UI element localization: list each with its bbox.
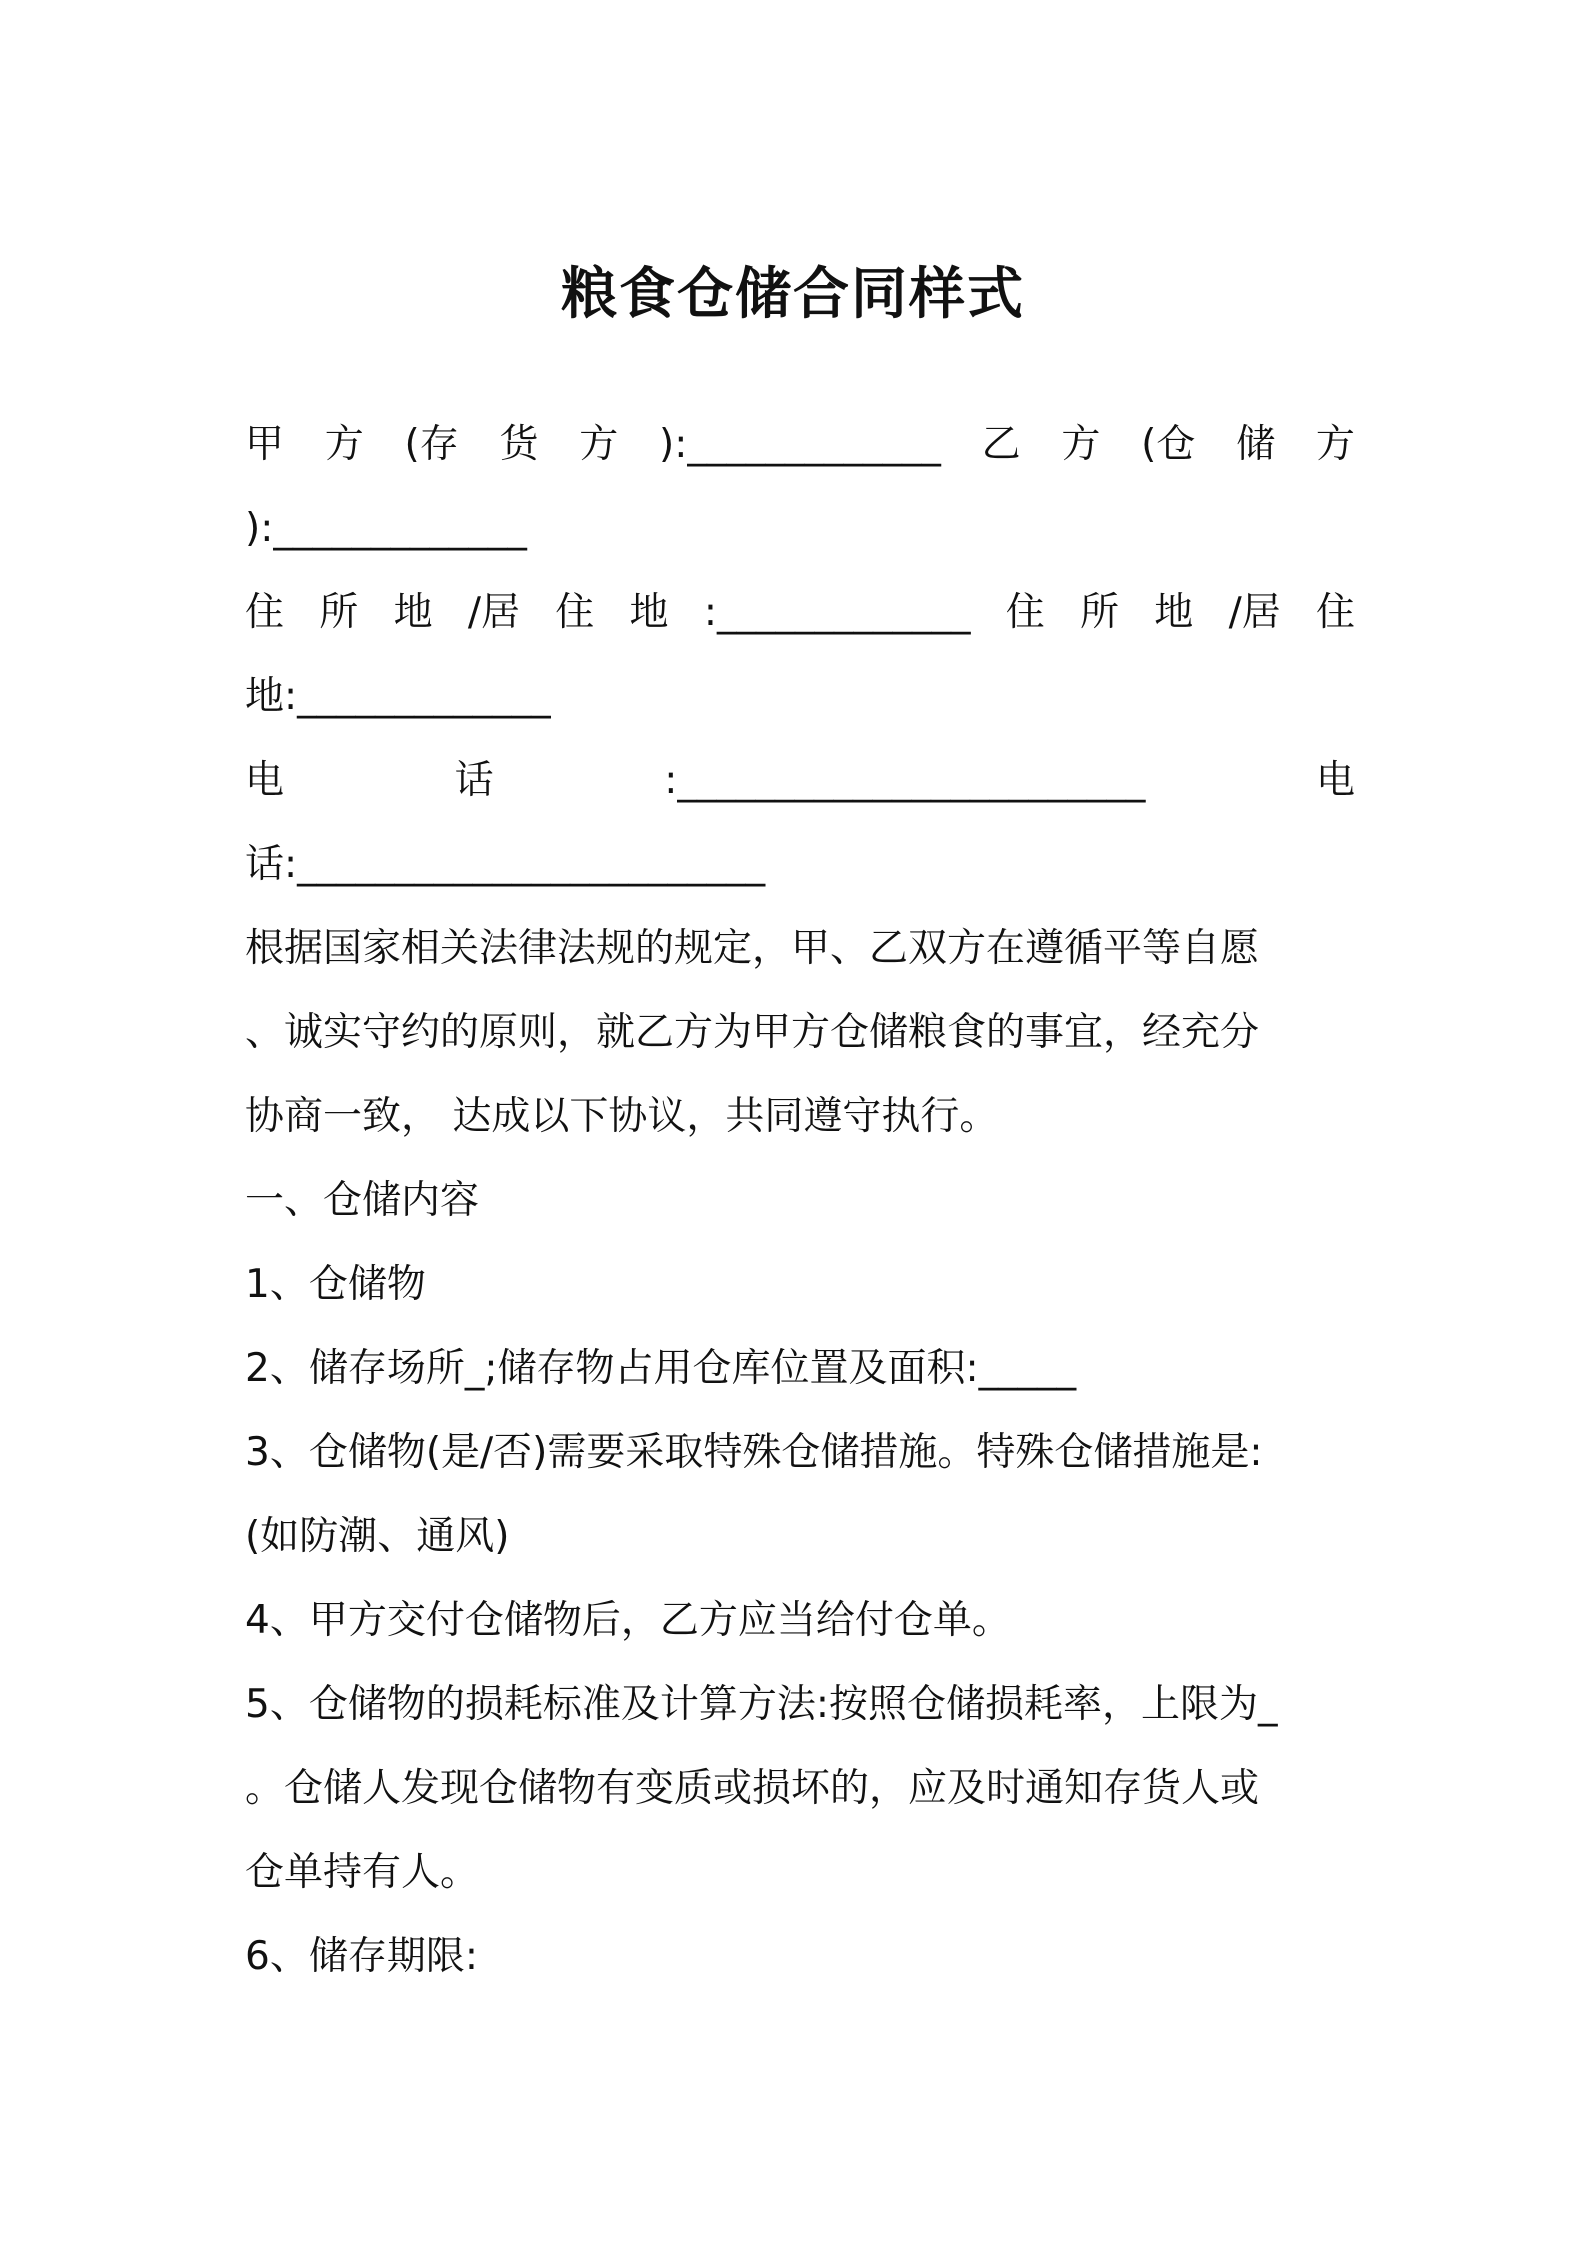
clause-line: 仓单持有人。 — [245, 1850, 480, 1895]
phone-line — [245, 739, 1355, 823]
address-label-char: /居 — [467, 590, 520, 635]
address-a-blank: :_____________ — [703, 590, 971, 635]
party-a-label-char: 货 — [499, 422, 539, 467]
address-label-char: 所 — [1080, 590, 1120, 635]
party-b-label-char: 储 — [1236, 422, 1276, 467]
section-heading: 一、仓储内容 — [245, 1178, 480, 1223]
address-label-char: 地 — [1154, 590, 1194, 635]
address-label-char: /居 — [1228, 590, 1281, 635]
clause-line: 6、储存期限: — [245, 1934, 478, 1979]
clause-line: 1、仓储物 — [245, 1262, 426, 1307]
clause-line: 4、甲方交付仓储物后，乙方应当给付仓单。 — [245, 1598, 1011, 1643]
document-title: 粮食仓储合同样式 — [561, 262, 1025, 327]
party-a-label-char: 方 — [324, 422, 364, 467]
preamble-line: 根据国家相关法律法规的规定，甲、乙双方在遵循平等自愿 — [245, 926, 1260, 971]
address-b-blank-line: 地:_____________ — [245, 674, 551, 719]
party-a-label-char: (存 — [404, 422, 459, 467]
party-b-label-char: 乙 — [981, 422, 1021, 467]
party-b-label-char: 方 — [1315, 422, 1355, 467]
clause-line: 3、仓储物(是/否)需要采取特殊仓储措施。特殊仓储措施是: — [245, 1430, 1263, 1475]
address-label-char: 住 — [245, 590, 285, 635]
address-label-char: 地 — [629, 590, 669, 635]
address-label-char: 住 — [1315, 590, 1355, 635]
party-a-label-char: 甲 — [245, 422, 285, 467]
address-label-char: 地 — [393, 590, 433, 635]
party-a-label-char: 方 — [579, 422, 619, 467]
clause-line: 。仓储人发现仓储物有变质或损坏的，应及时通知存货人或 — [245, 1766, 1260, 1811]
address-label-char: 住 — [555, 590, 595, 635]
address-label-char: 住 — [1005, 590, 1045, 635]
address-line — [245, 571, 1355, 655]
clause-line: 5、仓储物的损耗标准及计算方法:按照仓储损耗率，上限为_ — [245, 1682, 1278, 1727]
preamble-line: 、诚实守约的原则，就乙方为甲方仓储粮食的事宜，经充分 — [245, 1010, 1260, 1055]
clause-line: (如防潮、通风) — [245, 1514, 510, 1559]
party-b-blank-line: ):_____________ — [245, 506, 527, 551]
phone-label-char: 话 — [454, 758, 494, 803]
party-b-label-char: 方 — [1061, 422, 1101, 467]
party-line-1 — [245, 403, 1355, 487]
party-b-label-char: (仓 — [1141, 422, 1196, 467]
address-label-char: 所 — [319, 590, 359, 635]
phone-label-char: 电 — [1315, 758, 1355, 803]
phone-a-blank: :________________________ — [664, 758, 1146, 803]
party-a-blank: ):_____________ — [659, 422, 941, 467]
phone-label-char: 电 — [245, 758, 285, 803]
phone-b-blank-line: 话:________________________ — [245, 842, 766, 887]
clause-line: 2、储存场所_;储存物占用仓库位置及面积:_____ — [245, 1346, 1077, 1391]
preamble-line: 协商一致， 达成以下协议，共同遵守执行。 — [245, 1094, 999, 1139]
